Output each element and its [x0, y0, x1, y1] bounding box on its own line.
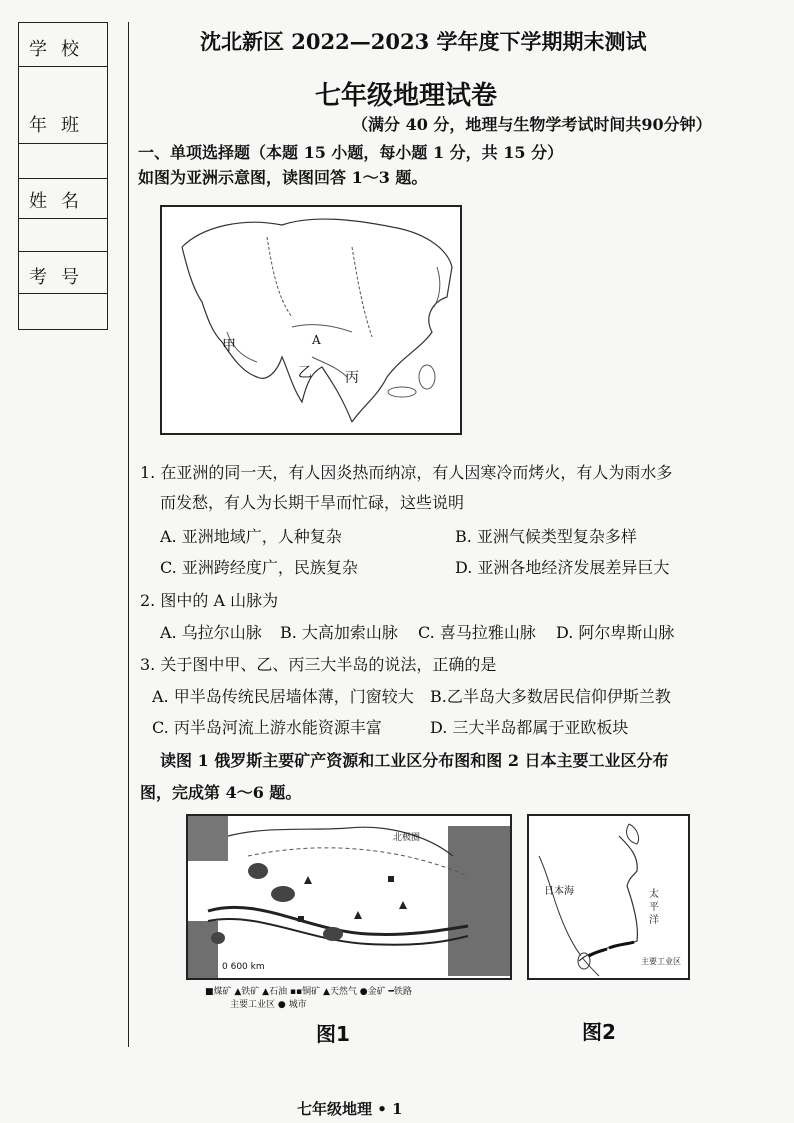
figure2-caption: 图2 — [582, 1020, 616, 1044]
q2-stem: 2. 图中的 A 山脉为 — [140, 591, 279, 610]
divider — [19, 293, 107, 294]
q1-option-d: D. 亚洲各地经济发展差异巨大 — [455, 558, 670, 577]
label-a: A — [312, 333, 321, 347]
q1-stem-line2: 而发愁，有人为长期干旱而忙碌，这些说明 — [160, 493, 465, 512]
read-instruction-line2: 图，完成第 4～6 题。 — [140, 783, 302, 802]
q2-option-a: A. 乌拉尔山脉 — [160, 623, 262, 642]
fig2-legend: 主要工业区 — [641, 957, 681, 966]
field-name-label: 姓名 — [29, 191, 93, 212]
figure2-japan-map — [527, 814, 690, 980]
exam-note: （满分 40 分，地理与生物学考试时间共90分钟） — [352, 115, 712, 134]
binding-line — [128, 22, 129, 1047]
arctic-circle-label: 北极圈 — [393, 833, 421, 843]
student-info-box — [18, 22, 108, 330]
q1-option-c: C. 亚洲跨经度广，民族复杂 — [160, 558, 358, 577]
q3-option-a: A. 甲半岛传统民居墙体薄，门窗较大 — [152, 687, 414, 706]
divider — [19, 178, 107, 179]
label-jia: 甲 — [222, 338, 236, 354]
asia-map-drawing — [162, 207, 460, 433]
q2-option-b: B. 大高加索山脉 — [280, 623, 398, 642]
scale-bar: 0 600 km — [222, 962, 265, 972]
russia-map-drawing — [188, 816, 510, 978]
asia-map — [160, 205, 462, 435]
japan-map-drawing — [529, 816, 688, 978]
field-class-label: 年班 — [29, 115, 93, 136]
q3-option-d: D. 三大半岛都属于亚欧板块 — [430, 718, 629, 737]
divider — [19, 143, 107, 144]
divider — [19, 66, 107, 67]
figure1-russia-map — [186, 814, 512, 980]
field-id-label: 考号 — [29, 267, 93, 288]
divider — [19, 218, 107, 219]
q3-stem: 3. 关于图中甲、乙、丙三大半岛的说法，正确的是 — [140, 655, 497, 674]
pacific-ocean-label: 太平洋 — [649, 889, 659, 926]
figure1-caption: 图1 — [316, 1022, 350, 1046]
field-school-label: 学校 — [29, 39, 93, 60]
fig1-legend-line1: ■煤矿 ▲铁矿 ▲石油 ▪▪铜矿 ▲天然气 ●金矿 ━铁路 — [205, 987, 412, 997]
label-bing: 丙 — [345, 370, 359, 386]
section-heading: 一、单项选择题（本题 15 小题，每小题 1 分，共 15 分） — [138, 143, 564, 162]
section-intro: 如图为亚洲示意图，读图回答 1～3 题。 — [138, 168, 428, 187]
label-yi: 乙 — [298, 365, 312, 381]
q1-stem-line1: 1. 在亚洲的同一天，有人因炎热而纳凉，有人因寒冷而烤火，有人为雨水多 — [140, 463, 673, 482]
divider — [19, 251, 107, 252]
q1-option-a: A. 亚洲地域广，人种复杂 — [160, 527, 342, 546]
q1-option-b: B. 亚洲气候类型复杂多样 — [455, 527, 637, 546]
q3-option-c: C. 丙半岛河流上游水能资源丰富 — [152, 718, 382, 737]
exam-title: 沈北新区 2022—2023 学年度下学期期末测试 — [200, 29, 647, 54]
paper-title: 七年级地理试卷 — [315, 81, 498, 111]
q2-option-c: C. 喜马拉雅山脉 — [418, 623, 536, 642]
q2-option-d: D. 阿尔卑斯山脉 — [556, 623, 675, 642]
fig1-legend-line2: 主要工业区 ● 城市 — [230, 1000, 307, 1010]
sea-of-japan-label: 日本海 — [544, 886, 574, 897]
read-instruction-line1: 读图 1 俄罗斯主要矿产资源和工业区分布图和图 2 日本主要工业区分布 — [160, 751, 669, 770]
page-footer: 七年级地理 • 1 — [297, 1100, 403, 1118]
q3-option-b: B.乙半岛大多数居民信仰伊斯兰教 — [430, 687, 671, 706]
